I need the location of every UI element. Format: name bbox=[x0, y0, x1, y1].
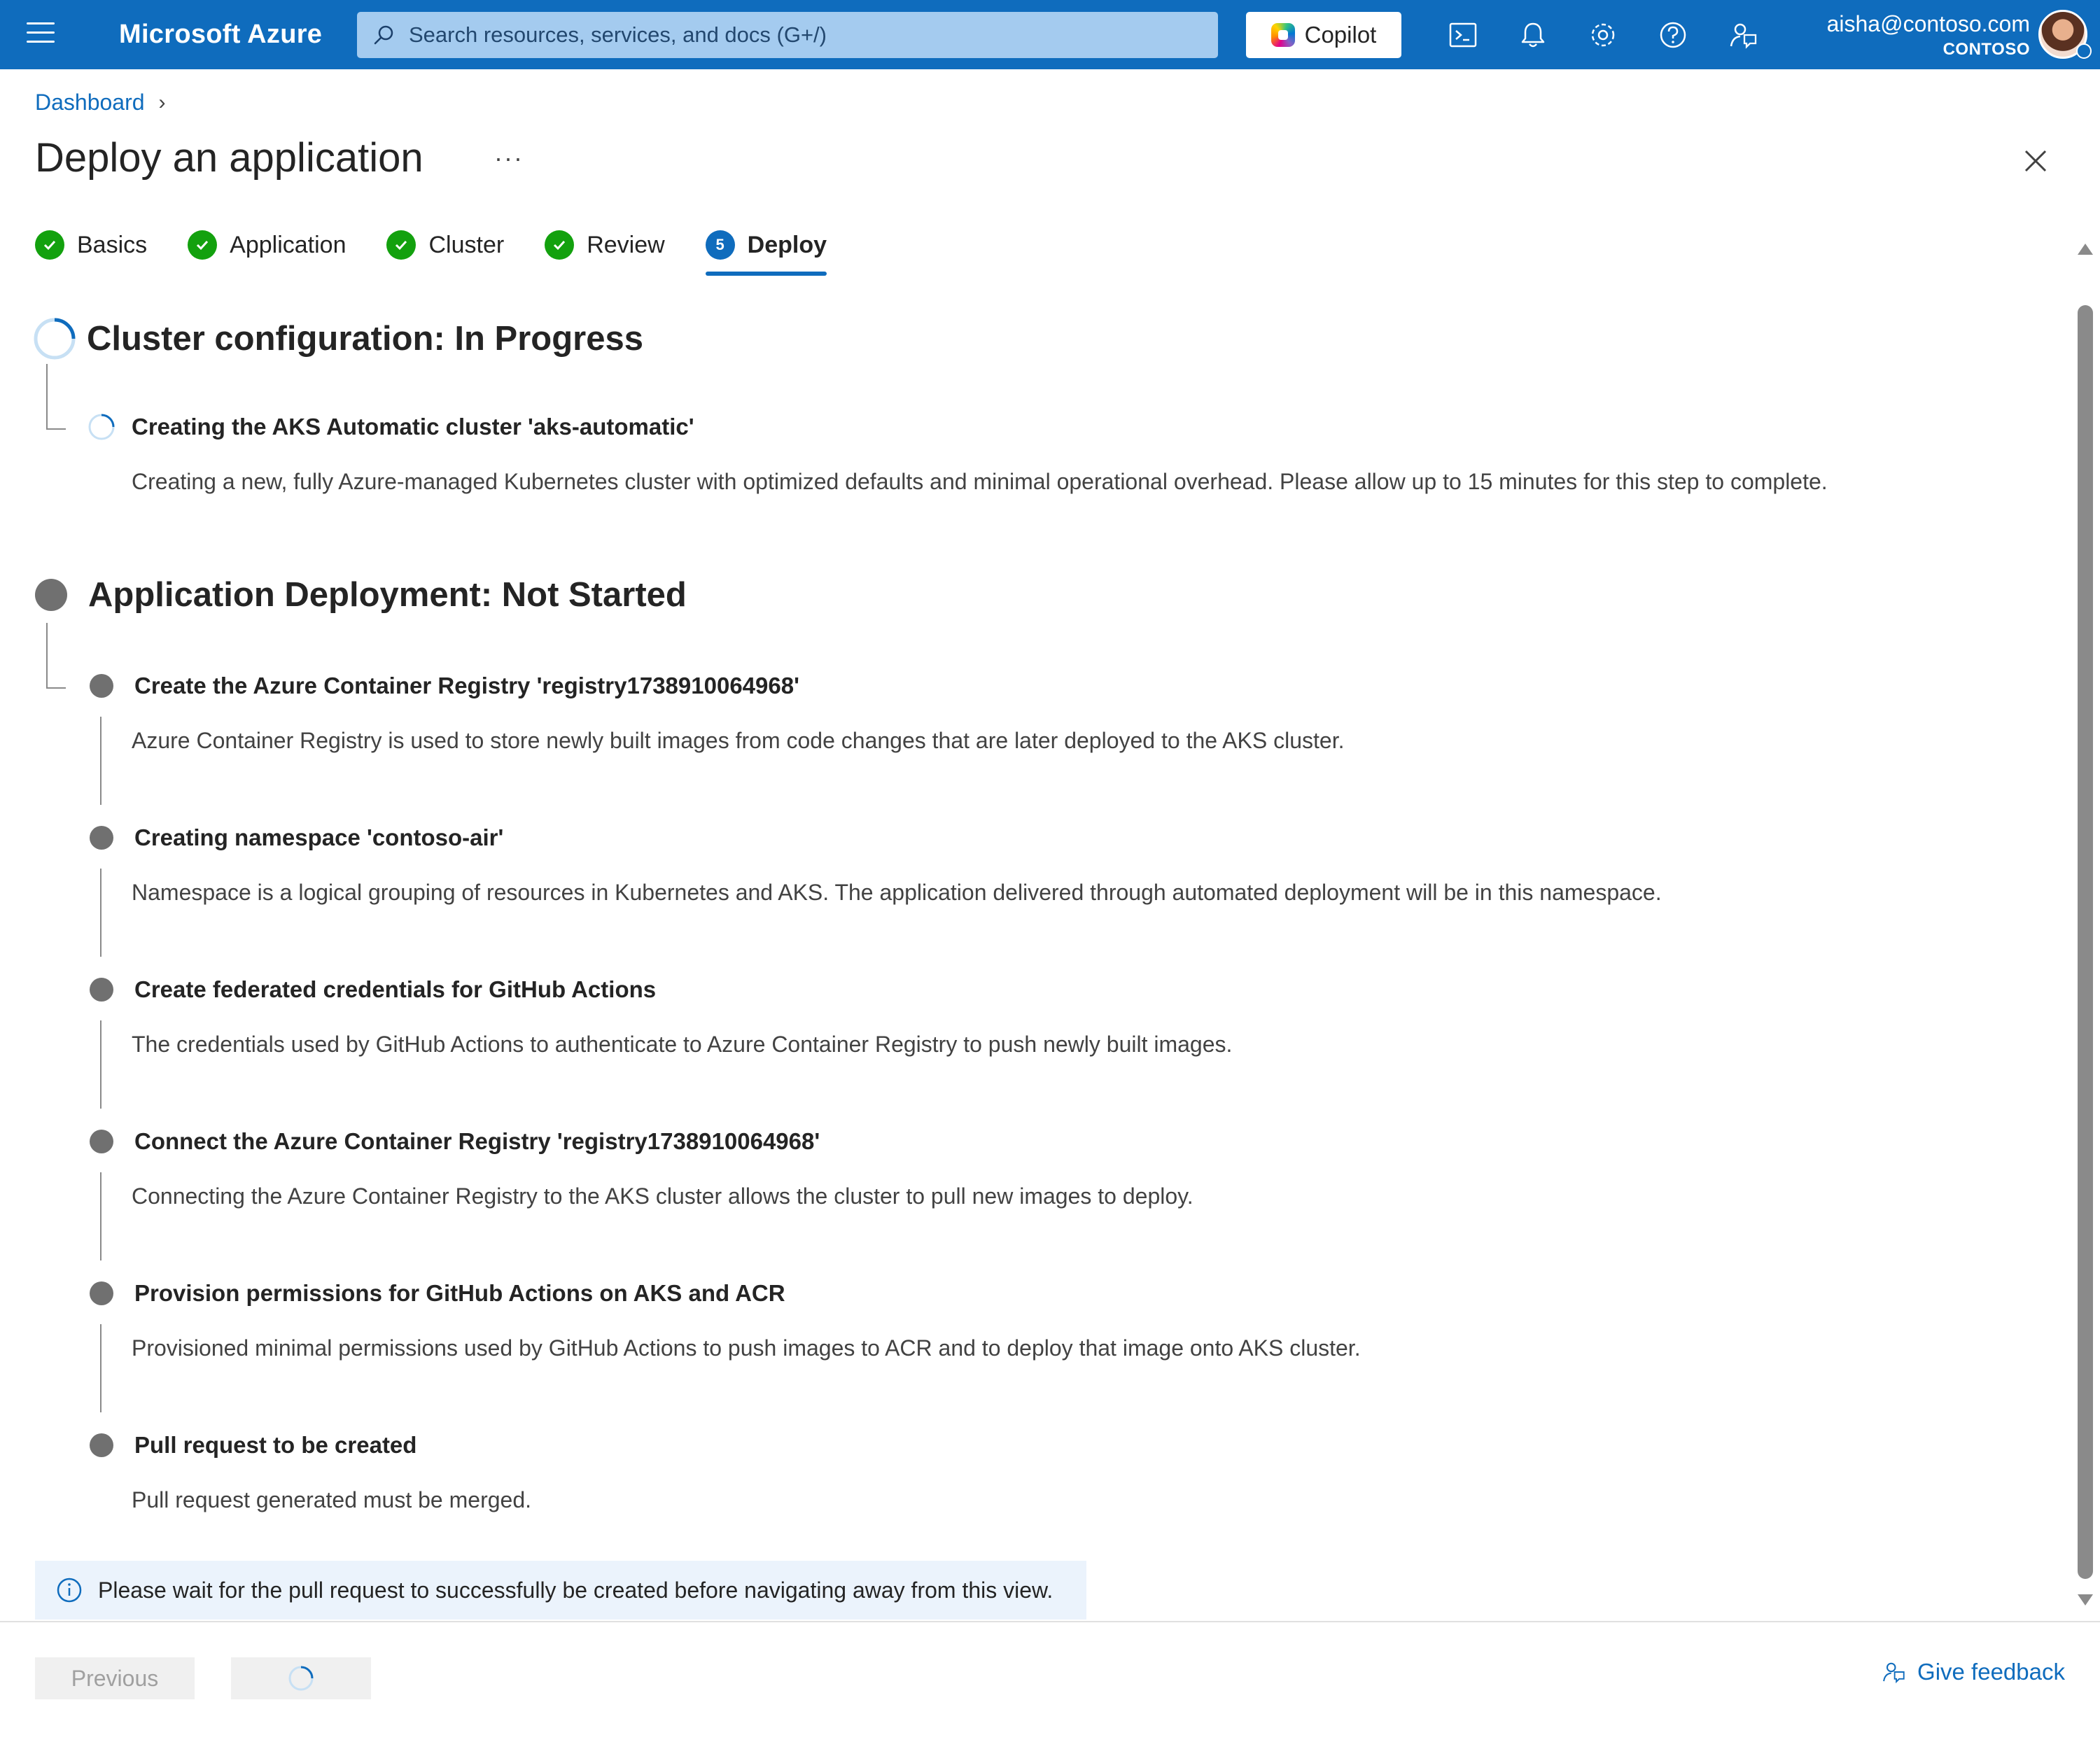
step-title: Provision permissions for GitHub Actions on AKS and ACR bbox=[134, 1280, 785, 1306]
tab-label: Application bbox=[230, 231, 346, 258]
cluster-section-header bbox=[35, 316, 643, 361]
check-icon bbox=[35, 230, 64, 260]
step-title: Create federated credentials for GitHub Actions bbox=[134, 976, 657, 1002]
cluster-step bbox=[90, 413, 1828, 494]
step-description: Connecting the Azure Container Registry to the AKS cluster allows the cluster to pull new images to deploy. bbox=[132, 1183, 1194, 1209]
timeline-line bbox=[100, 1020, 102, 1109]
info-message-text: Please wait for the pull request to successfully be created before navigating away from this view. bbox=[98, 1577, 1054, 1603]
app-step bbox=[90, 1431, 531, 1512]
in-progress-spinner-icon bbox=[87, 412, 116, 442]
step-title: Connect the Azure Container Registry 'registry1738910064968' bbox=[134, 1128, 820, 1154]
settings-gear-icon[interactable] bbox=[1588, 20, 1618, 50]
more-options-button[interactable]: ··· bbox=[494, 143, 524, 172]
copilot-button[interactable] bbox=[1246, 12, 1401, 58]
search-input[interactable] bbox=[409, 22, 1179, 48]
check-icon bbox=[545, 230, 574, 260]
step-title: Pull request to be created bbox=[134, 1432, 417, 1458]
top-bar bbox=[0, 0, 2100, 69]
tab-cluster[interactable] bbox=[386, 230, 504, 260]
chevron-right-icon: › bbox=[158, 90, 166, 114]
tab-review[interactable] bbox=[545, 230, 664, 260]
tab-label: Cluster bbox=[428, 231, 505, 258]
app-step bbox=[90, 1279, 1361, 1361]
loading-spinner-icon bbox=[287, 1664, 315, 1692]
step-description: Provisioned minimal permissions used by GitHub Actions to push images to ACR and to deploy that image onto AKS cluster. bbox=[132, 1335, 1361, 1361]
in-progress-spinner-icon bbox=[32, 316, 77, 361]
timeline-line bbox=[100, 717, 102, 805]
tab-deploy[interactable] bbox=[706, 230, 827, 260]
step-title: Create the Azure Container Registry 'registry1738910064968' bbox=[134, 673, 799, 698]
feedback-person-icon bbox=[1881, 1659, 1906, 1685]
page-title: Deploy an application bbox=[35, 135, 424, 181]
step-description: Pull request generated must be merged. bbox=[132, 1487, 531, 1512]
app-section-header bbox=[35, 575, 687, 614]
info-icon bbox=[56, 1577, 83, 1603]
step-description: The credentials used by GitHub Actions to authenticate to Azure Container Registry to push newly built images. bbox=[132, 1032, 1233, 1057]
account-info[interactable] bbox=[1827, 11, 2030, 59]
search-icon bbox=[372, 24, 395, 46]
step-title: Creating the AKS Automatic cluster 'aks-automatic' bbox=[132, 414, 694, 440]
feedback-person-icon[interactable] bbox=[1728, 20, 1758, 50]
copilot-logo-icon bbox=[1271, 23, 1295, 47]
tree-connector bbox=[46, 364, 66, 430]
brand-title[interactable]: Microsoft Azure bbox=[119, 20, 323, 49]
tab-label: Review bbox=[587, 231, 665, 258]
scroll-up-arrow-icon[interactable] bbox=[2078, 244, 2093, 255]
footer-divider bbox=[0, 1621, 2100, 1622]
info-message-bar bbox=[35, 1561, 1086, 1620]
tab-label: Deploy bbox=[747, 231, 827, 258]
account-org: CONTOSO bbox=[1942, 40, 2030, 59]
lock-badge-icon bbox=[2076, 43, 2092, 59]
step-description: Creating a new, fully Azure-managed Kubernetes cluster with optimized defaults and minimal operational overhead. Please allow up to 15 minutes for this step to complete. bbox=[132, 469, 1828, 494]
app-step bbox=[90, 672, 1345, 753]
not-started-dot-icon bbox=[90, 1281, 113, 1305]
timeline-line bbox=[100, 1172, 102, 1260]
step-description: Namespace is a logical grouping of resources in Kubernetes and AKS. The application delivered through automated deployment will be in this namespace. bbox=[132, 880, 1662, 905]
step-title: Creating namespace 'contoso-air' bbox=[134, 824, 504, 850]
breadcrumb-dashboard-link[interactable]: Dashboard bbox=[35, 90, 145, 115]
cloud-shell-icon[interactable] bbox=[1448, 20, 1478, 50]
not-started-dot-icon bbox=[90, 1433, 113, 1457]
step-description: Azure Container Registry is used to store newly built images from code changes that are later deployed to the AKS cluster. bbox=[132, 728, 1345, 753]
global-search[interactable] bbox=[357, 12, 1218, 58]
cluster-section-title: Cluster configuration: In Progress bbox=[87, 320, 643, 358]
tab-application[interactable] bbox=[188, 230, 346, 260]
step-number-badge: 5 bbox=[706, 230, 735, 260]
help-icon[interactable] bbox=[1658, 20, 1688, 50]
breadcrumb bbox=[35, 90, 166, 115]
not-started-dot-icon bbox=[90, 826, 113, 850]
app-step bbox=[90, 976, 1233, 1057]
tab-label: Basics bbox=[77, 231, 148, 258]
next-button-loading[interactable] bbox=[231, 1657, 371, 1699]
check-icon bbox=[386, 230, 416, 260]
tree-connector bbox=[46, 623, 66, 689]
timeline-line bbox=[100, 869, 102, 957]
check-icon bbox=[188, 230, 217, 260]
not-started-dot-icon bbox=[90, 674, 113, 698]
not-started-dot-icon bbox=[35, 579, 67, 611]
portal-menu-icon[interactable] bbox=[27, 22, 55, 45]
scroll-down-arrow-icon[interactable] bbox=[2078, 1594, 2093, 1606]
previous-button[interactable]: Previous bbox=[35, 1657, 195, 1699]
tab-basics[interactable] bbox=[35, 230, 147, 260]
not-started-dot-icon bbox=[90, 1130, 113, 1153]
copilot-label: Copilot bbox=[1304, 22, 1377, 48]
timeline-line bbox=[100, 1324, 102, 1412]
feedback-label: Give feedback bbox=[1917, 1659, 2065, 1685]
give-feedback-link[interactable] bbox=[1881, 1659, 2065, 1685]
not-started-dot-icon bbox=[90, 978, 113, 1002]
app-section-title: Application Deployment: Not Started bbox=[88, 576, 687, 614]
app-step bbox=[90, 1128, 1194, 1209]
close-icon[interactable] bbox=[2022, 147, 2050, 175]
wizard-tabs bbox=[35, 230, 867, 279]
app-step bbox=[90, 824, 1662, 905]
notifications-bell-icon[interactable] bbox=[1518, 20, 1548, 50]
account-email: aisha@contoso.com bbox=[1826, 11, 2030, 36]
scrollbar-thumb[interactable] bbox=[2078, 305, 2093, 1579]
